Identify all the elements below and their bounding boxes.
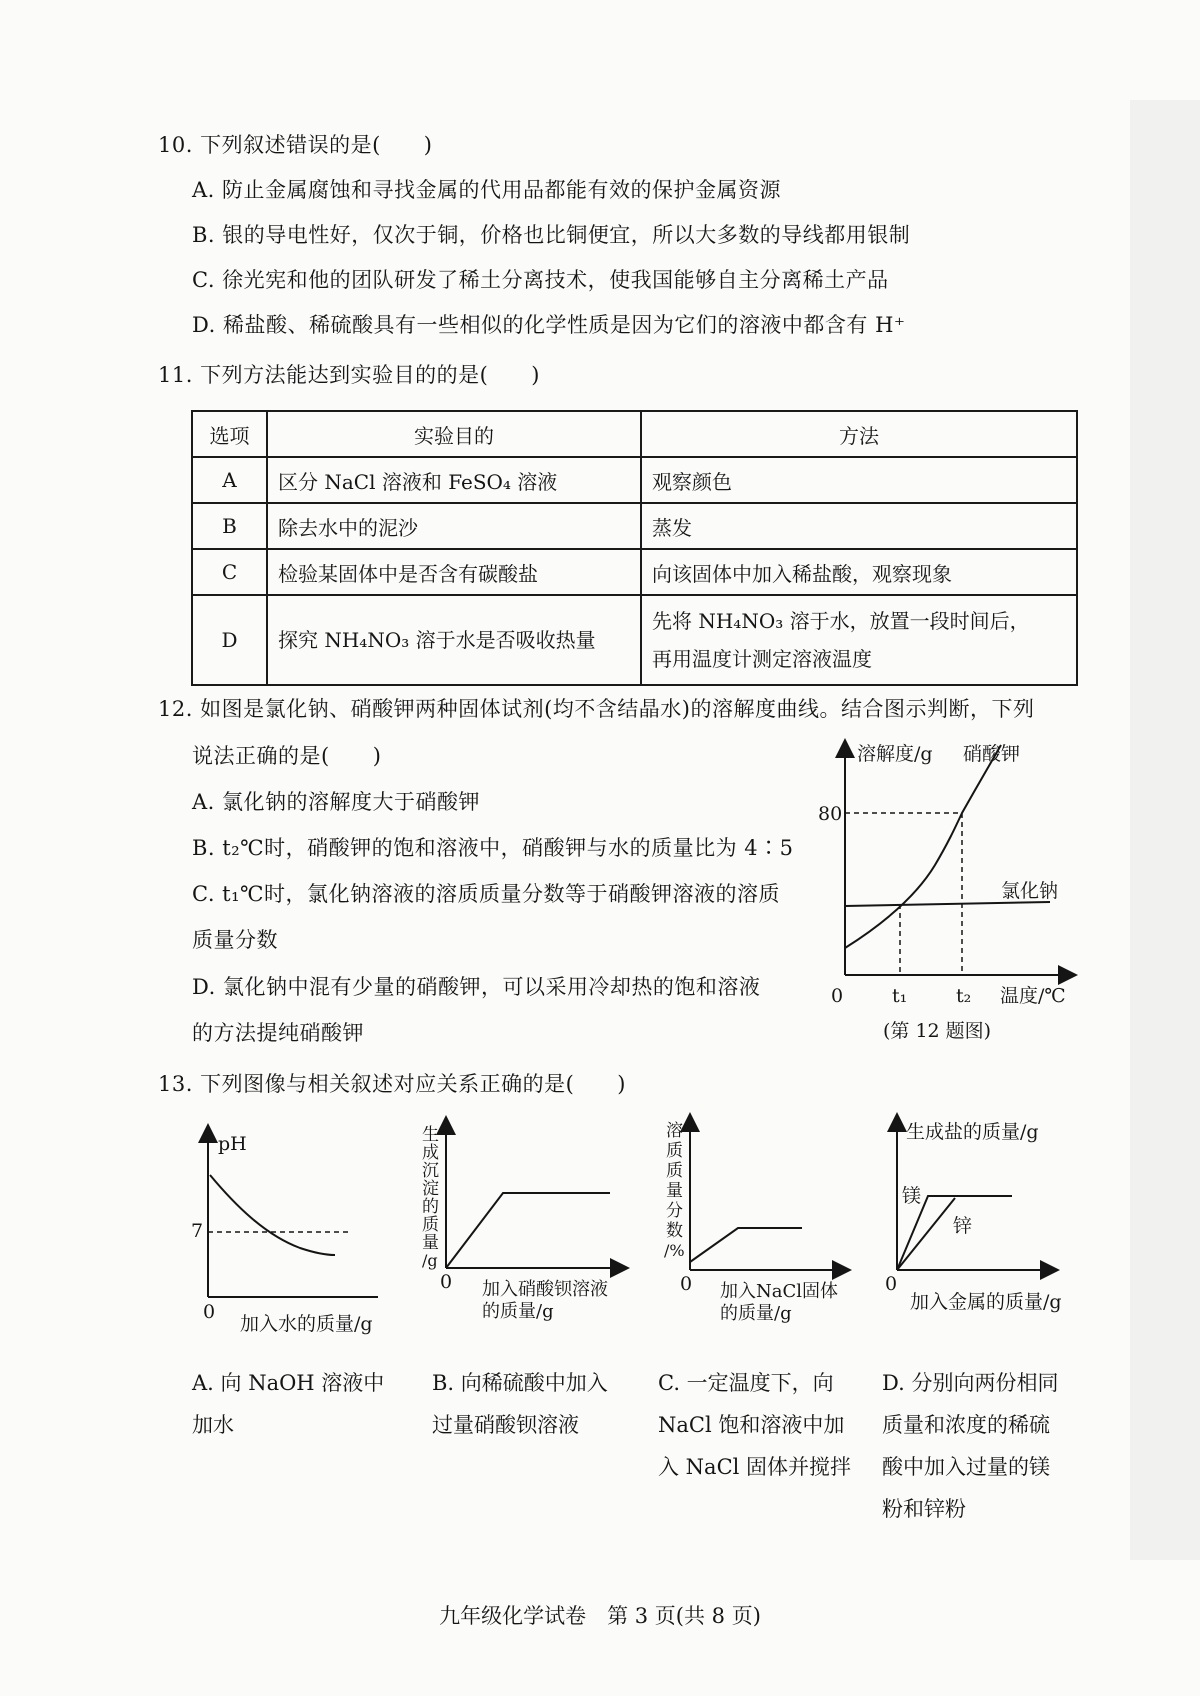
graph-d-mg-line — [897, 1196, 1012, 1270]
graph-b-origin: 0 — [440, 1271, 453, 1293]
q13-stem: 13. 下列图像与相关叙述对应关系正确的是( ) — [158, 1072, 626, 1096]
graph-b-ylabel-4: 淀 — [422, 1179, 439, 1199]
kno3-curve — [845, 745, 1001, 948]
graph-b-ylabel-8: /g — [422, 1251, 438, 1270]
origin-label: 0 — [831, 985, 844, 1007]
graph-d — [885, 1121, 1062, 1313]
graph-d-zn-line — [897, 1198, 955, 1270]
table-row — [192, 595, 1077, 685]
q10-option-b: B. 银的导电性好，仅次于铜，价格也比铜便宜，所以大多数的导线都用银制 — [192, 223, 911, 247]
x-axis-label: 温度/℃ — [1000, 985, 1066, 1007]
q10-option-c: C. 徐光宪和他的团队研发了稀土分离技术，使我国能够自主分离稀土产品 — [192, 268, 889, 292]
caption-line: 入 NaCl 固体并搅拌 — [658, 1455, 852, 1479]
graph-b-ylabel-7: 量 — [422, 1233, 439, 1253]
graph-b-line — [446, 1193, 610, 1268]
table-header-cell: 实验目的 — [267, 411, 641, 457]
graph-c-ylabel-2: 质 — [666, 1141, 683, 1161]
caption-line: 酸中加入过量的镁 — [882, 1455, 1050, 1479]
graph-a-curve — [210, 1175, 335, 1255]
method-line-1: 先将 NH₄NO₃ 溶于水，放置一段时间后， — [652, 609, 1030, 633]
table-cell: D — [192, 595, 267, 685]
graph-c-xlabel-2: 的质量/g — [720, 1303, 792, 1324]
graph-b-ylabel-6: 质 — [422, 1215, 439, 1235]
method-line-2: 再用温度计测定溶液温度 — [652, 647, 872, 671]
graph-d-caption — [882, 1362, 1058, 1530]
table-row — [192, 503, 1077, 549]
table-header-row — [192, 411, 1077, 457]
caption-line: B. 向稀硫酸中加入 — [432, 1371, 608, 1395]
table-cell: 观察颜色 — [641, 457, 1077, 503]
q12-option-c-cont: 质量分数 — [192, 928, 278, 952]
graph-b-ylabel-5: 的 — [422, 1197, 439, 1217]
graph-d-label-zn: 锌 — [953, 1215, 973, 1237]
q12-stem-line1: 12. 如图是氯化钠、硝酸钾两种固体试剂(均不含结晶水)的溶解度曲线。结合图示判断，下列 — [158, 697, 1035, 721]
table-cell: 蒸发 — [641, 503, 1077, 549]
page-edge-shadow — [1130, 100, 1200, 1560]
table-cell: 区分 NaCl 溶液和 FeSO₄ 溶液 — [267, 457, 641, 503]
caption-line: 过量硝酸钡溶液 — [432, 1413, 579, 1437]
graph-c-xlabel-1: 加入NaCl固体 — [720, 1281, 839, 1302]
q10-option-a: A. 防止金属腐蚀和寻找金属的代用品都能有效的保护金属资源 — [192, 178, 782, 202]
graph-d-ylabel: 生成盐的质量/g — [906, 1121, 1039, 1143]
nacl-label: 氯化钠 — [1001, 880, 1059, 902]
table-cell: 除去水中的泥沙 — [267, 503, 641, 549]
graph-d-origin: 0 — [885, 1273, 898, 1295]
caption-line: D. 分别向两份相同 — [882, 1371, 1059, 1395]
q10-stem: 10. 下列叙述错误的是( ) — [158, 133, 433, 157]
q12-option-d-cont: 的方法提纯硝酸钾 — [192, 1021, 364, 1045]
tick-label-t1: t₁ — [892, 985, 908, 1007]
q12-option-c: C. t₁℃时，氯化钠溶液的溶质质量分数等于硝酸钾溶液的溶质 — [192, 882, 781, 906]
graph-a-ylabel: pH — [218, 1133, 247, 1155]
q12-option-d: D. 氯化钠中混有少量的硝酸钾，可以采用冷却热的饱和溶液 — [192, 975, 761, 999]
table-cell-method — [641, 595, 1077, 685]
graph-c-ylabel-5: 分 — [666, 1201, 683, 1221]
graph-a-tick-7: 7 — [191, 1220, 204, 1242]
caption-line: NaCl 饱和溶液中加 — [658, 1413, 845, 1437]
graph-c-ylabel-6: 数 — [666, 1221, 683, 1241]
graph-b-xlabel-2: 的质量/g — [482, 1301, 554, 1322]
graph-b-caption — [432, 1362, 608, 1446]
table-row — [192, 549, 1077, 595]
graph-b-ylabel-3: 沉 — [422, 1161, 439, 1181]
table-cell: 向该固体中加入稀盐酸，观察现象 — [641, 549, 1077, 595]
graph-b-ylabel-1: 生 — [422, 1125, 439, 1145]
caption-line: 加水 — [192, 1413, 234, 1437]
tick-label-t2: t₂ — [956, 985, 972, 1007]
graph-c-line — [690, 1228, 802, 1262]
page-footer: 九年级化学试卷 第 3 页(共 8 页) — [439, 1604, 761, 1628]
q12-option-a: A. 氯化钠的溶解度大于硝酸钾 — [192, 790, 481, 814]
graph-c-ylabel-7: /% — [664, 1241, 685, 1260]
nacl-line — [845, 902, 1050, 906]
graph-d-xlabel: 加入金属的质量/g — [910, 1291, 1062, 1313]
chart-caption: (第 12 题图) — [883, 1020, 992, 1042]
table-row — [192, 457, 1077, 503]
graph-a-xlabel: 加入水的质量/g — [240, 1313, 373, 1335]
tick-label-80: 80 — [818, 803, 843, 825]
table-header-cell: 方法 — [641, 411, 1077, 457]
graph-b-xlabel-1: 加入硝酸钡溶液 — [482, 1279, 608, 1300]
y-axis-label: 溶解度/g — [857, 743, 933, 765]
graph-a-origin: 0 — [203, 1301, 216, 1323]
caption-line: 粉和锌粉 — [882, 1497, 966, 1521]
table-cell: B — [192, 503, 267, 549]
graph-c-origin: 0 — [680, 1273, 693, 1295]
graph-c-ylabel-3: 质 — [666, 1161, 683, 1181]
table-cell: 探究 NH₄NO₃ 溶于水是否吸收热量 — [267, 595, 641, 685]
table-header-cell: 选项 — [192, 411, 267, 457]
caption-line: C. 一定温度下，向 — [658, 1371, 834, 1395]
graph-c-ylabel-1: 溶 — [666, 1121, 683, 1141]
table-cell: A — [192, 457, 267, 503]
table-cell: 检验某固体中是否含有碳酸盐 — [267, 549, 641, 595]
q12-stem-line2: 说法正确的是( ) — [192, 744, 382, 768]
caption-line: A. 向 NaOH 溶液中 — [192, 1371, 385, 1395]
graph-d-label-mg: 镁 — [902, 1185, 922, 1207]
graph-a-caption — [192, 1362, 384, 1446]
graph-a — [191, 1133, 378, 1335]
caption-line: 质量和浓度的稀硫 — [882, 1413, 1050, 1437]
q11-table — [191, 410, 1078, 686]
q11-stem: 11. 下列方法能达到实验目的的是( ) — [158, 363, 540, 387]
q12-option-b: B. t₂℃时，硝酸钾的饱和溶液中，硝酸钾与水的质量比为 4∶5 — [192, 836, 794, 860]
graph-b — [422, 1125, 620, 1322]
graph-c-ylabel-4: 量 — [666, 1181, 683, 1201]
q10-option-d: D. 稀盐酸、稀硫酸具有一些相似的化学性质是因为它们的溶液中都含有 H⁺ — [192, 313, 906, 337]
table-cell: C — [192, 549, 267, 595]
graph-c-caption — [658, 1362, 851, 1488]
graph-c — [664, 1121, 842, 1324]
kno3-label: 硝酸钾 — [963, 743, 1021, 765]
graph-b-ylabel-2: 成 — [422, 1143, 439, 1163]
